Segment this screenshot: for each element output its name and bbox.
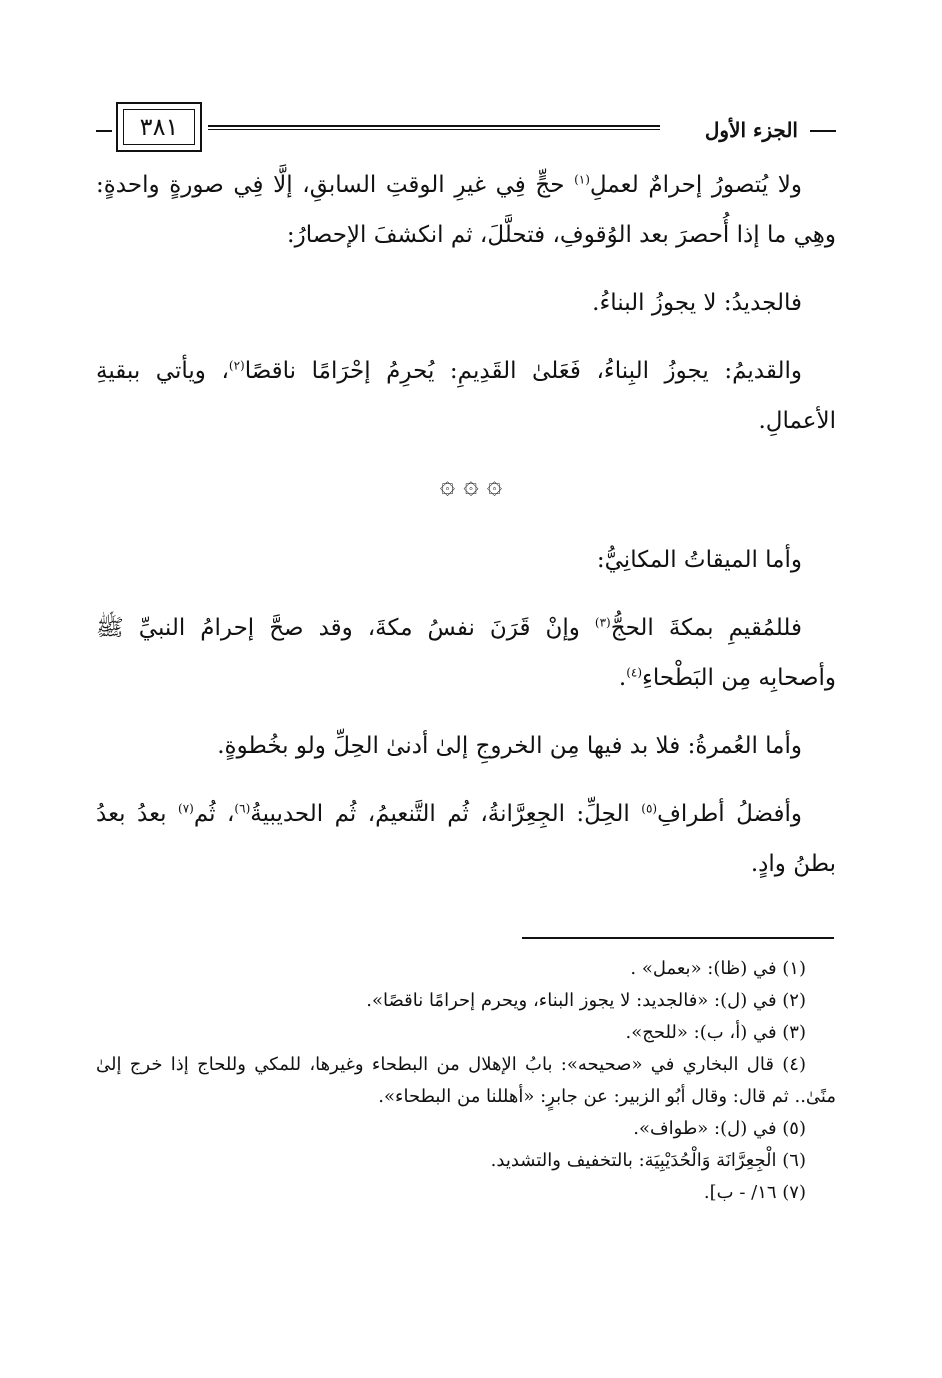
footnote-ref-4[interactable]: (٤) [626, 665, 643, 680]
section-paragraph-2: فللمُقيمِ بمكةَ الحجُّ$^{(٣)}$ وإنْ قَرَنَ نفسُ مكةَ، وقد صحَّ إحرامُ النبيِّ ﷺ وأصحابِه مِن البَطْحاءِ$^{(٤)}$. [96, 615, 836, 691]
footnote-2: (٢) في (ل): «فالجديد: لا يجوز البناء، ويحرم إحرامًا ناقصًا». [366, 990, 806, 1011]
footnote-3: (٣) في (أ، ب): «للحج». [625, 1022, 806, 1043]
paragraph-1: ولا يُتصورُ إحرامٌ لعملِ$^{(١)}$ حجٍّ فِي غيرِ الوقتِ السابقِ، إلَّا فِي صورةٍ واحدةٍ: وهِي ما إذا أُحصرَ بعد الوُقوفِ، فتحلَّلَ، ثم انكشفَ الإحصارُ: [96, 172, 836, 248]
section-heading: وأما الميقاتُ المكانِيُّ: [596, 547, 802, 573]
footnote-ref-3[interactable]: (٣) [594, 615, 611, 630]
footnote-ref-6[interactable]: (٦) [234, 801, 251, 816]
footnotes [96, 953, 836, 1209]
footnote-4: (٤) قال البخاري في «صحيحه»: بابُ الإهلال من البطحاء وغيرها، للمكي وللحاج إذا خرج إلىٰ منًىٰ.. ثم قال: وقال أبُو الزبير: عن جابرٍ: «أهللنا من البطحاء». [96, 1054, 836, 1107]
footnote-1: (١) في (ظا): «بعمل» . [630, 958, 806, 979]
paragraph-2: فالجديدُ: لا يجوزُ البناءُ. [592, 290, 802, 316]
footnote-6: (٦) الْجِعِرَّانَة وَالْحُدَيْبِيَة: بالتخفيف والتشديد. [490, 1150, 806, 1171]
footnote-ref-1[interactable]: (١) [574, 172, 590, 187]
footnote-ref-7[interactable]: (٧) [178, 801, 194, 816]
header-dash-left [96, 130, 112, 132]
section-text [96, 535, 836, 907]
section-divider-ornaments: ۞ ۞ ۞ [439, 470, 503, 500]
footnote-separator [522, 937, 834, 939]
section-paragraph-4: وأفضلُ أطرافِ$^{(٥)}$ الحِلِّ: الجِعِرَّانةُ، ثُم التَّنعيمُ، ثُم الحديبيةُ$^{(٦)}$، ثُم$^{(٧)}$ بعدُ بعدُ بطنُ وادٍ. [96, 801, 836, 877]
header-dash-right [810, 130, 836, 132]
footnote-7: (٧) ١٦/ - ب]. [703, 1182, 806, 1203]
paragraph-3: والقديمُ: يجوزُ البِناءُ، فَعَلىٰ القَدِيمِ: يُحرِمُ إحْرَامًا ناقصًا$^{(٢)}$، ويأتي ببقيةِ الأعمالِ. [96, 358, 836, 434]
footnote-ref-2[interactable]: (٢) [228, 358, 245, 373]
footnote-ref-5[interactable]: (٥) [641, 801, 658, 816]
footnote-5: (٥) في (ل): «طواف». [633, 1118, 806, 1139]
page-number: ٣٨١ [123, 109, 195, 145]
section-paragraph-3: وأما العُمرةُ: فلا بد فيها مِن الخروجِ إلىٰ أدنىٰ الحِلِّ ولو بخُطوةٍ. [217, 733, 802, 759]
page-number-frame [116, 102, 202, 152]
body-text [96, 160, 836, 464]
page-header [96, 96, 836, 160]
running-title: الجزء الأول [704, 118, 798, 142]
header-rule [208, 125, 660, 130]
